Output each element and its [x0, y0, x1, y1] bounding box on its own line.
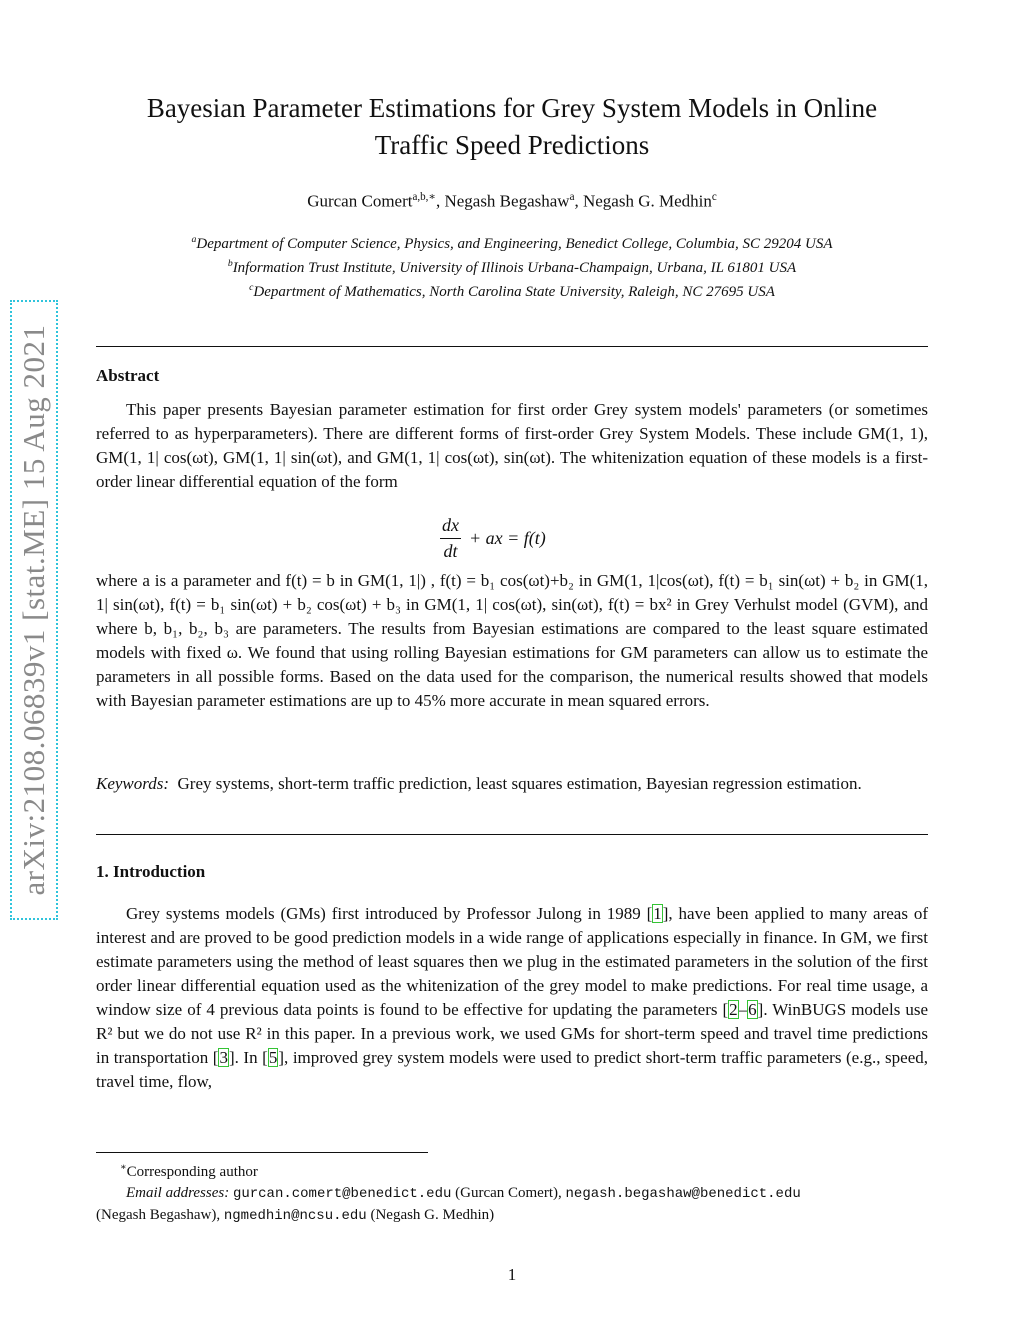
- citation-link[interactable]: 3: [219, 1048, 228, 1067]
- arxiv-identifier[interactable]: arXiv:2108.06839v1 [stat.ME] 15 Aug 2021: [16, 324, 51, 896]
- author-name: Negash Begashaw: [444, 191, 570, 211]
- section-heading-introduction: 1. Introduction: [96, 862, 206, 881]
- title-line-2: Traffic Speed Predictions: [374, 130, 650, 160]
- affiliation-list: [96, 230, 928, 302]
- introduction-paragraph: Grey systems models (GMs) first introduced by Professor Julong in 1989 [1], have been applied to many areas of interest and are proved to be good prediction models in a wide range of applications especially in finance. In GM, we first estimate parameters using the method of least squares then we plug in the estimated parameters in the solution of the first order linear differential equation used as the whitenization of the grey model to make predictions. For real time usage, a window size of 4 previous data points is found to be effective for updating the parameters [2–6]. WinBUGS models use R² but we do not use R² in this paper. In a previous work, we used GMs for short-term speed and travel time predictions in transportation [3]. In [5], improved grey system models were used to predict short-term traffic parameters (e.g., speed, travel time, flow,: [96, 904, 929, 1091]
- abstract-paragraph-2: where a is a parameter and f(t) = b in GM(1, 1|) , f(t) = b₁ cos(ωt)+b₂ in GM(1, 1|cos(ωt), f(t) = b₁ sin(ωt) + b₂ in GM(1, 1| sin(ωt), f(t) = b₁ sin(ωt) + b₂ cos(ωt) + b₃ in GM(1, 1| cos(ωt), sin(ωt), f(t) = bx² in Grey Verhulst model (GVM), and where b, b₁, b₂, b₃ are parameters. The results from Bayesian estimations are compared to the least square estimated models with fixed ω. We found that using rolling Bayesian estimations for GM parameters can allow us to estimate the parameters in all possible forms. Based on the data used for the comparison, the numerical results showed that models with Bayesian parameter estimations are up to 45% more accurate in mean squared errors.: [96, 571, 928, 710]
- author-affiliation-mark: a: [569, 191, 575, 203]
- affiliation-item: $^a$Department of Computer Science, Physics, and Engineering, Benedict College, Columbia, SC 29204 USA: [191, 234, 833, 252]
- arxiv-sidebar[interactable]: [10, 300, 58, 920]
- derivative-fraction: $\frac{dx}{dt}$: [442, 515, 459, 561]
- footnotes: [96, 1157, 928, 1227]
- author-list: Gurcan Comert$^{a,b,∗}$, Negash Begashaw$^a$, Negash G. Medhin$^c$: [307, 191, 717, 211]
- abstract-paragraph-1: This paper presents Bayesian parameter estimation for first order Grey system models' parameters (or sometimes referred to as hyperparameters). There are different forms of first-order Grey System Models. These include GM(1, 1), GM(1, 1| cos(ωt), GM(1, 1| sin(ωt), and GM(1, 1| cos(ωt), sin(ωt). The whitenization equation of these models is a first-order linear differential equation of the form: [96, 400, 928, 491]
- email-addresses: Email addresses: gurcan.comert@benedict.edu (Gurcan Comert), negash.begashaw@benedict.edu: [126, 1185, 801, 1202]
- affiliation-item: $^b$Information Trust Institute, University of Illinois Urbana-Champaign, Urbana, IL 61801 USA: [227, 258, 797, 276]
- abstract-top-rule: [96, 346, 928, 347]
- citation-link[interactable]: 5: [268, 1048, 278, 1067]
- corresponding-author-note: ∗Corresponding author: [120, 1162, 258, 1180]
- citation-link[interactable]: 2: [729, 1000, 738, 1019]
- author-affiliation-mark: a,b,∗: [412, 191, 436, 203]
- author-name: Gurcan Comert: [307, 191, 413, 211]
- title-line-1: Bayesian Parameter Estimations for Grey System Models in Online: [146, 93, 878, 123]
- citation-link[interactable]: 6: [748, 1000, 757, 1019]
- abstract-bottom-rule: [96, 834, 928, 835]
- email-link[interactable]: ngmedhin@ncsu.edu: [223, 1208, 367, 1224]
- footnote-rule: [96, 1152, 428, 1153]
- keywords-label: Keywords:: [96, 774, 170, 793]
- author-affiliation-mark: c: [711, 191, 717, 203]
- email-addresses-continued: (Negash Begashaw), ngmedhin@ncsu.edu (Negash G. Medhin): [96, 1207, 495, 1224]
- equation-rhs: + ax = f(t): [469, 528, 546, 548]
- email-link[interactable]: gurcan.comert@benedict.edu: [232, 1186, 452, 1202]
- keywords: [96, 772, 928, 796]
- abstract-heading: Abstract: [96, 366, 160, 385]
- email-link[interactable]: negash.begashaw@benedict.edu: [565, 1186, 801, 1202]
- paper-title: [96, 90, 928, 164]
- affiliation-item: $^c$Department of Mathematics, North Carolina State University, Raleigh, NC 27695 USA: [249, 282, 775, 300]
- whitenization-equation: [440, 515, 546, 562]
- page-number: 1: [507, 1265, 517, 1284]
- keywords-text: Grey systems, short-term traffic prediction, least squares estimation, Bayesian regression estimation.: [177, 774, 862, 793]
- author-name: Negash G. Medhin: [582, 191, 712, 211]
- citation-link[interactable]: 1: [653, 904, 662, 923]
